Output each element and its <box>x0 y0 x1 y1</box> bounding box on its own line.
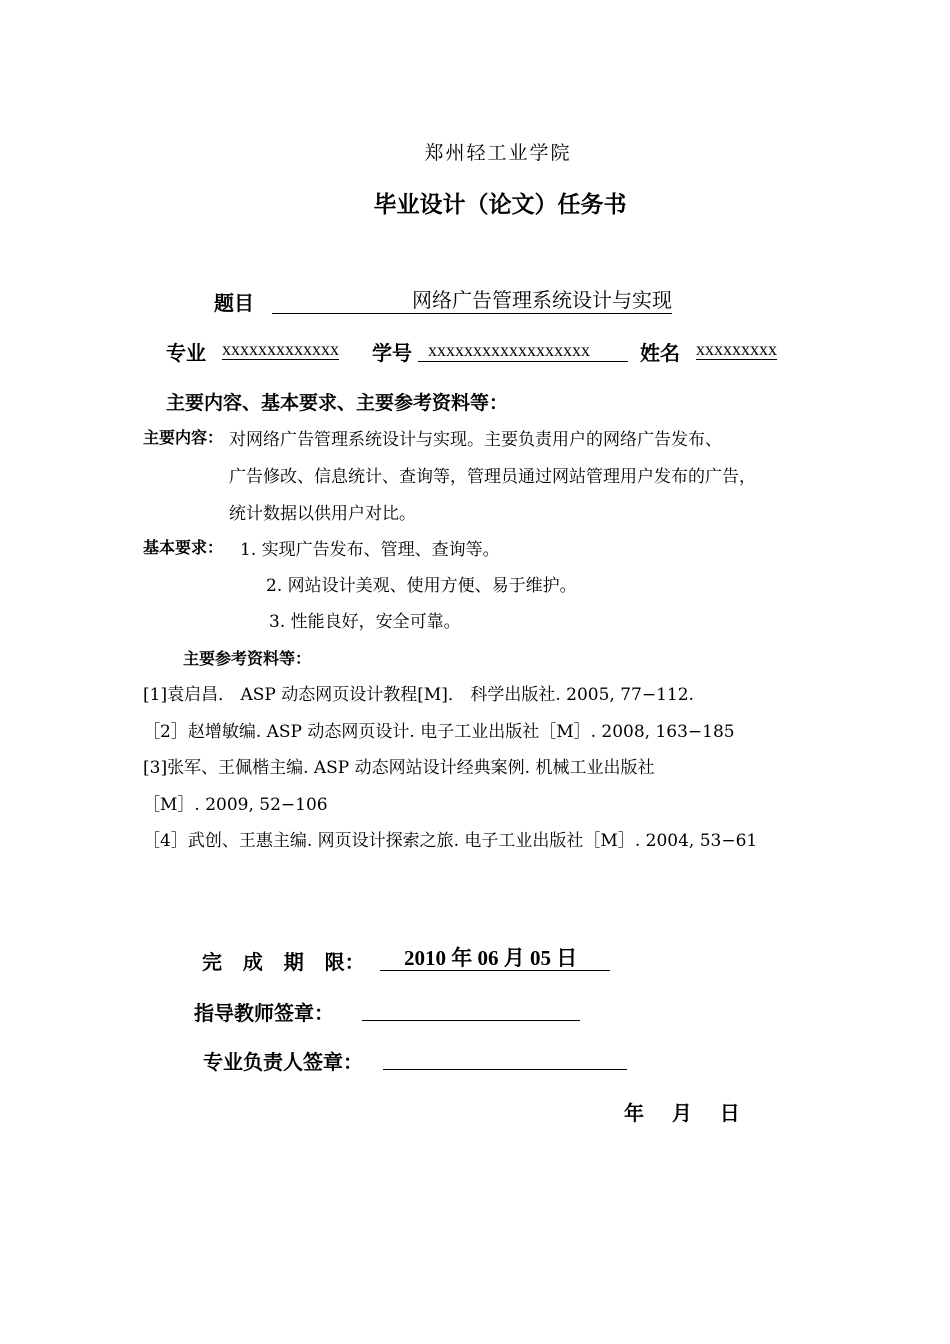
name-label: 姓名 <box>640 341 680 365</box>
topic-value <box>272 287 672 314</box>
name-value: xxxxxxxxx <box>696 339 777 359</box>
signature-date: 年 月 日 <box>624 1101 740 1125</box>
requirement-item-1: 1. 实现广告发布、管理、查询等。 <box>240 540 500 560</box>
advisor-signature-label: 指导教师签章： <box>194 1001 334 1025</box>
deadline-value <box>380 946 610 971</box>
student-id-value-text: xxxxxxxxxxxxxxxxxx <box>428 340 590 360</box>
reference-line-2: ［2］赵增敏编. ASP 动态网页设计. 电子工业出版社［M］. 2008, 163−185 <box>143 722 735 742</box>
requirement-item-2: 2. 网站设计美观、使用方便、易于维护。 <box>266 576 577 596</box>
reference-line-5: ［4］武创、王惠主编. 网页设计探索之旅. 电子工业出版社［M］. 2004, 53−61 <box>143 831 758 851</box>
topic-value-text: 网络广告管理系统设计与实现 <box>412 288 672 312</box>
reference-line-1: [1]袁启昌． ASP 动态网页设计教程[M]． 科学出版社. 2005, 77−112. <box>143 685 694 705</box>
document-title: 毕业设计（论文）任务书 <box>373 191 627 218</box>
content-line-1: 对网络广告管理系统设计与实现。主要负责用户的网络广告发布、 <box>229 430 722 450</box>
head-signature-label: 专业负责人签章： <box>203 1050 363 1074</box>
reference-line-4: ［M］. 2009, 52−106 <box>143 795 328 815</box>
section-heading: 主要内容、基本要求、主要参考资料等： <box>166 392 509 414</box>
content-line-3: 统计数据以供用户对比。 <box>229 504 416 524</box>
student-id-value <box>418 339 628 362</box>
deadline-label: 完 成 期 限： <box>202 950 365 974</box>
major-label: 专业 <box>166 341 206 365</box>
topic-label: 题目 <box>214 291 254 315</box>
requirement-item-3: 3. 性能良好，安全可靠。 <box>269 612 461 632</box>
school-name: 郑州轻工业学院 <box>424 142 572 164</box>
references-label: 主要参考资料等： <box>183 649 312 668</box>
advisor-signature-line[interactable] <box>362 1020 580 1021</box>
deadline-value-text: 2010 年 06 月 05 日 <box>404 946 578 970</box>
content-line-2: 广告修改、信息统计、查询等，管理员通过网站管理用户发布的广告， <box>229 467 756 487</box>
major-value: xxxxxxxxxxxxx <box>222 339 339 359</box>
reference-line-3: [3]张军、王佩楷主编. ASP 动态网站设计经典案例. 机械工业出版社 <box>143 758 655 778</box>
content-label: 主要内容： <box>143 428 224 447</box>
head-signature-line[interactable] <box>383 1069 627 1070</box>
requirements-label: 基本要求： <box>143 538 224 557</box>
student-id-label: 学号 <box>372 341 412 365</box>
